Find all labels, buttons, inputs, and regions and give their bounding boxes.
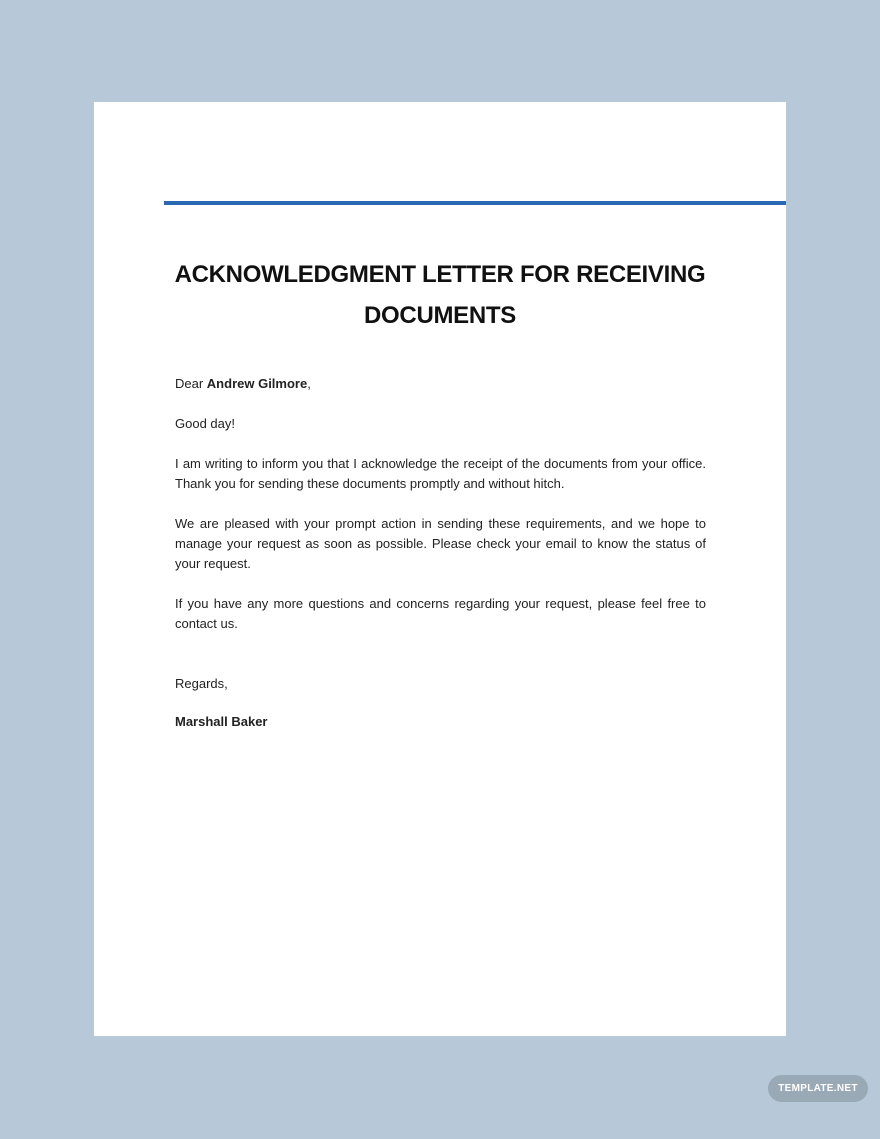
sender-name: Marshall Baker bbox=[175, 714, 268, 729]
template-net-badge[interactable]: TEMPLATE.NET bbox=[768, 1075, 868, 1102]
paragraph-3: If you have any more questions and concerns regarding your request, please feel free to contact us. bbox=[175, 596, 706, 631]
salutation bbox=[175, 374, 706, 394]
greeting: Good day! bbox=[175, 416, 235, 431]
header-rule bbox=[164, 201, 786, 205]
salutation-suffix: , bbox=[307, 376, 311, 391]
title-line-2: DOCUMENTS bbox=[364, 302, 516, 329]
closing: Regards, bbox=[175, 676, 228, 691]
letter-body bbox=[175, 374, 706, 752]
paragraph-1: I am writing to inform you that I acknowledge the receipt of the documents from your office. Thank you for sending these documents promptly and without hitch. bbox=[175, 456, 706, 491]
letter-title bbox=[164, 254, 716, 336]
recipient-name: Andrew Gilmore bbox=[206, 376, 308, 391]
salutation-prefix: Dear bbox=[175, 376, 207, 391]
paragraph-2: We are pleased with your prompt action in sending these requirements, and we hope to manage your request as soon as possible. Please check your email to know the status of your request. bbox=[175, 516, 706, 571]
title-line-1: ACKNOWLEDGMENT LETTER FOR RECEIVING bbox=[174, 261, 706, 288]
letter-page bbox=[94, 102, 786, 1036]
